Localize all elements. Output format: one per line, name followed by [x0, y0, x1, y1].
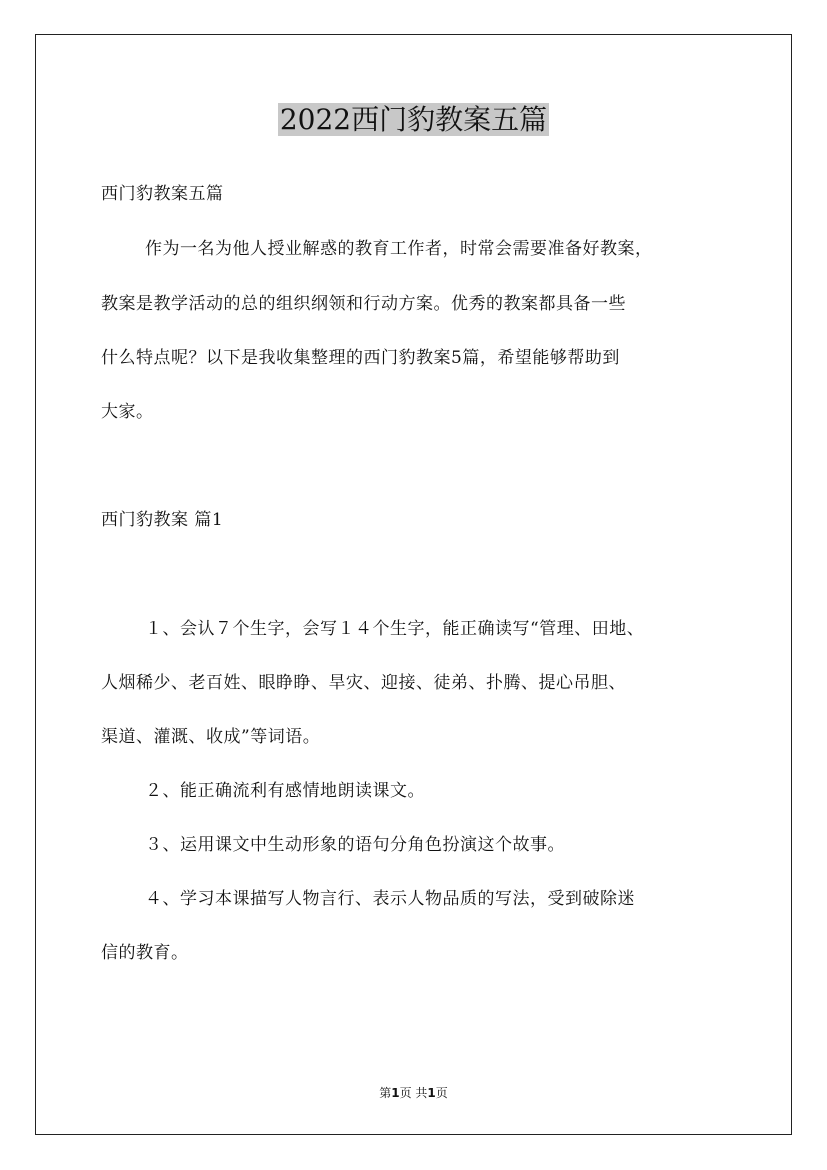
item3-line: ３、运用课文中生动形象的语句分角色扮演这个故事。 [145, 835, 565, 855]
intro-line-1: 作为一名为他人授业解惑的教育工作者，时常会需要准备好教案， [145, 239, 653, 259]
item2-line: ２、能正确流利有感情地朗读课文。 [145, 781, 425, 801]
footer-mid: 页 共 [399, 1086, 428, 1100]
footer-suffix: 页 [435, 1086, 448, 1100]
intro-line-2: 教案是教学活动的总的组织纲领和行动方案。优秀的教案都具备一些 [101, 294, 626, 314]
item1-line-3: 渠道、灌溉、收成”等词语。 [101, 727, 321, 747]
footer-current-page: 1 [391, 1086, 400, 1100]
document-title-text: 2022西门豹教案五篇 [279, 103, 548, 136]
item1-line-1: １、会认７个生字，会写１４个生字，能正确读写“管理、田地、 [145, 619, 645, 639]
page-number-footer [0, 1085, 827, 1101]
intro-line-3: 什么特点呢？以下是我收集整理的西门豹教案5篇，希望能够帮助到 [101, 348, 620, 368]
section-heading: 西门豹教案 篇1 [101, 510, 224, 530]
footer-total-pages: 1 [427, 1086, 436, 1100]
document-subtitle: 西门豹教案五篇 [101, 184, 224, 204]
intro-line-4: 大家。 [101, 402, 154, 422]
item4-line-2: 信的教育。 [101, 943, 189, 963]
item4-line-1: ４、学习本课描写人物言行、表示人物品质的写法，受到破除迷 [145, 889, 635, 909]
document-title [0, 100, 827, 140]
item1-line-2: 人烟稀少、老百姓、眼睁睁、旱灾、迎接、徒弟、扑腾、提心吊胆、 [101, 673, 626, 693]
footer-prefix: 第 [379, 1086, 392, 1100]
